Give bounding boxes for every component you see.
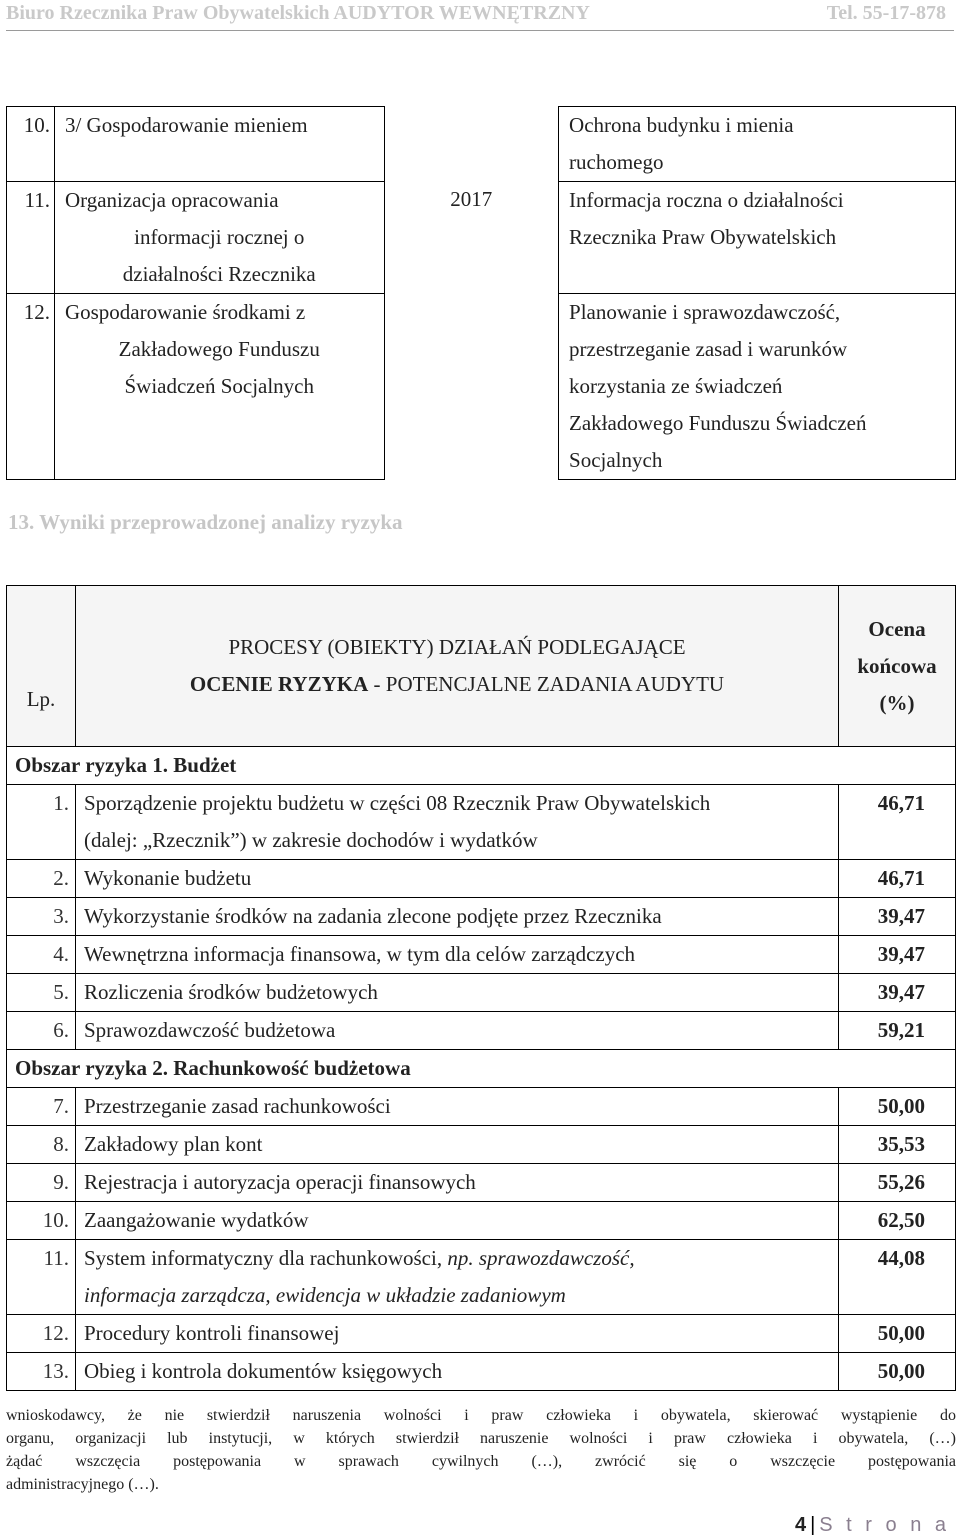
table-row [7,1088,956,1126]
page-number-label: S t r o n a [819,1514,950,1536]
row-score: 59,21 [839,1012,956,1050]
desc-line: przestrzeganie zasad i warunków [569,337,848,361]
row-text-line: (dalej: „Rzecznik”) w zakresie dochodów i wydatków [84,828,538,852]
header-process-line1: PROCESY (OBIEKTY) DZIAŁAŃ PODLEGAJĄCE [228,635,686,659]
table-row [7,1353,956,1391]
row-score: 55,26 [839,1164,956,1202]
row-number: 4. [7,936,76,974]
desc-line: ruchomego [569,150,664,174]
row-number: 11. [7,182,55,294]
process-line: 3/ Gospodarowanie mieniem [64,113,308,137]
footnote [6,1404,956,1496]
row-text: Rejestracja i autoryzacja operacji finansowych [76,1164,839,1202]
footnote-line: żądać wszczęcia postępowania w sprawach cywilnych (…), zwrócić się o wszczęcie postępowania [6,1453,956,1470]
risk-area-title: Obszar ryzyka 2. Rachunkowość budżetowa [7,1050,956,1088]
row-text: Rozliczenia środków budżetowych [76,974,839,1012]
footnote-line: organu, organizacji lub instytucji, w których stwierdził naruszenie wolności i praw człowieka i obywatela, (…) [6,1430,956,1447]
row-number: 10. [7,107,55,182]
table-row [7,1315,956,1353]
row-score: 44,08 [839,1240,956,1315]
row-number: 2. [7,860,76,898]
row-text: Wewnętrzna informacja finansowa, w tym dla celów zarządczych [76,936,839,974]
process-cell [54,294,384,480]
desc-line: Planowanie i sprawozdawczość, [569,300,841,324]
row-score: 50,00 [839,1088,956,1126]
desc-line: Ochrona budynku i mienia [569,113,794,137]
table-row [7,860,956,898]
row-score: 46,71 [839,860,956,898]
row-number: 8. [7,1126,76,1164]
table-row [7,1164,956,1202]
desc-line: Socjalnych [569,448,663,472]
row-number: 11. [7,1240,76,1315]
description-cell [559,294,956,480]
row-text: Obieg i kontrola dokumentów księgowych [76,1353,839,1391]
row-number: 12. [7,294,55,480]
score-line: końcowa [857,653,937,678]
process-table-continued [6,106,956,480]
process-line: informacji rocznej o [134,225,305,249]
header-rule [6,30,954,31]
process-cell [54,182,384,294]
header-phone: Tel. 55-17-878 [826,2,946,24]
header-lp: Lp. [7,586,76,747]
row-text-line [84,1240,830,1277]
header-title: Biuro Rzecznika Praw Obywatelskich AUDYTOR WEWNĘTRZNY [6,2,590,24]
row-score: 39,47 [839,898,956,936]
table-row [7,1240,956,1315]
footnote-rule [6,1390,956,1391]
description-cell [559,182,956,294]
table-row [7,1126,956,1164]
page-number-separator: | [810,1514,816,1536]
row-text-line: Sporządzenie projektu budżetu w części 08 Rzecznik Praw Obywatelskich [84,791,711,815]
table-row [7,898,956,936]
row-number: 3. [7,898,76,936]
row-score: 62,50 [839,1202,956,1240]
table-row [7,1012,956,1050]
row-number: 12. [7,1315,76,1353]
table-row [7,107,956,182]
score-line: Ocena [868,616,926,641]
footnote-line: administracyjnego (…). [6,1476,159,1493]
process-line: Organizacja opracowania [64,188,279,212]
row-text: Sprawozdawczość budżetowa [76,1012,839,1050]
section-heading: 13. Wyniki przeprowadzonej analizy ryzyka [8,510,403,534]
year-value: 2017 [450,186,493,211]
row-number: 6. [7,1012,76,1050]
page-number-value: 4 [794,1514,807,1536]
row-text-line: informacja zarządcza, ewidencja w układzie zadaniowym [84,1283,566,1307]
row-number: 9. [7,1164,76,1202]
row-text: Przestrzeganie zasad rachunkowości [76,1088,839,1126]
row-score: 50,00 [839,1353,956,1391]
risk-analysis-table [6,585,956,1391]
process-cell [54,107,384,182]
header-bold-part: OCENIE RYZYKA [189,672,369,696]
row-score: 35,53 [839,1126,956,1164]
row-text-italic: np. sprawozdawczość, [447,1246,635,1270]
row-number: 13. [7,1353,76,1391]
header-process [76,586,839,747]
footnote-line: wnioskodawcy, że nie stwierdził naruszenia wolności i praw człowieka i obywatela, skierować wystąpienie do [6,1407,956,1424]
table-row [7,1202,956,1240]
header-process-line2 [84,666,830,703]
row-score: 39,47 [839,974,956,1012]
row-text [76,1240,839,1315]
score-line: (%) [879,690,915,715]
process-line: Gospodarowanie środkami z [64,300,306,324]
row-text: Wykorzystanie środków na zadania zlecone podjęte przez Rzecznika [76,898,839,936]
year-cell [384,107,558,480]
table-row [7,974,956,1012]
table-header [7,586,956,747]
page-header [6,0,954,30]
desc-line: korzystania ze świadczeń [569,374,783,398]
row-number: 7. [7,1088,76,1126]
row-score: 39,47 [839,936,956,974]
header-score [839,586,956,747]
process-line: Zakładowego Funduszu [118,337,320,361]
process-line: Świadczeń Socjalnych [124,374,315,398]
row-text: Procedury kontroli finansowej [76,1315,839,1353]
row-score: 46,71 [839,785,956,860]
page-number [795,1514,950,1537]
row-number: 1. [7,785,76,860]
row-text-plain: System informatyczny dla rachunkowości, [84,1246,448,1270]
risk-area-title: Obszar ryzyka 1. Budżet [7,747,956,785]
desc-line: Informacja roczna o działalności [569,188,844,212]
process-line: działalności Rzecznika [122,262,316,286]
desc-line: Rzecznika Praw Obywatelskich [569,225,837,249]
header-rest-part: - POTENCJALNE ZADANIA AUDYTU [368,672,725,696]
description-cell [559,107,956,182]
row-text: Zaangażowanie wydatków [76,1202,839,1240]
row-number: 10. [7,1202,76,1240]
row-number: 5. [7,974,76,1012]
desc-line: Zakładowego Funduszu Świadczeń [569,411,867,435]
risk-area-row [7,1050,956,1088]
table-row [7,936,956,974]
row-text: Zakładowy plan kont [76,1126,839,1164]
row-text: Wykonanie budżetu [76,860,839,898]
table-row [7,785,956,860]
risk-area-row [7,747,956,785]
row-text [76,785,839,860]
row-score: 50,00 [839,1315,956,1353]
